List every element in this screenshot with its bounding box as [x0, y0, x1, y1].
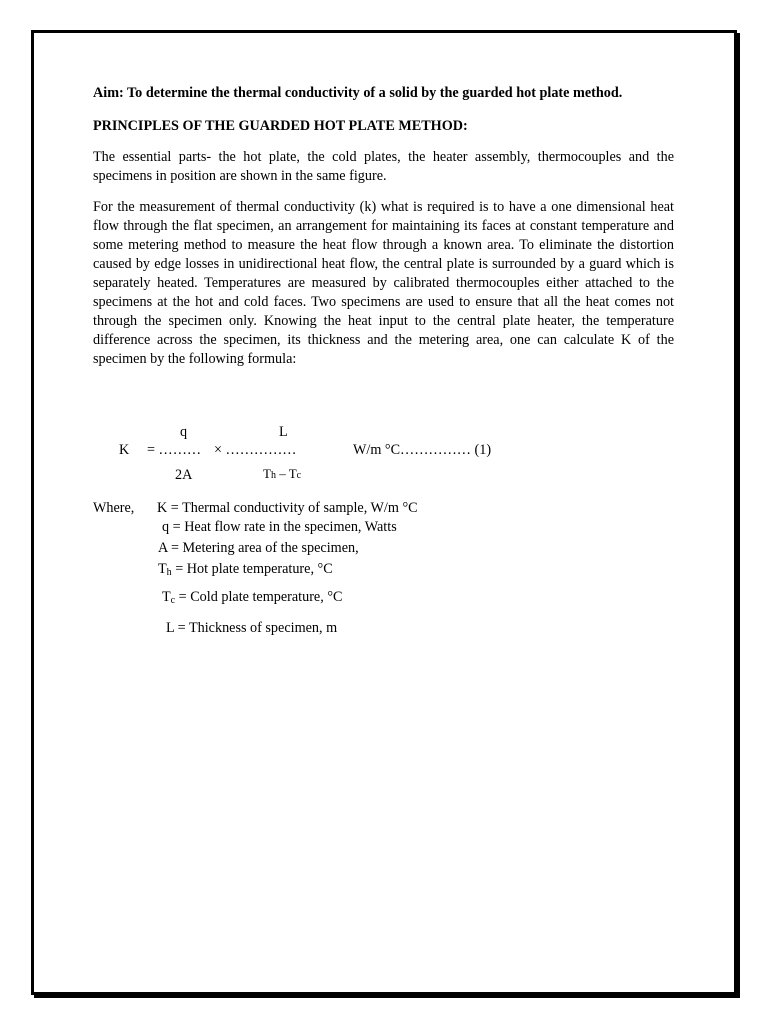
tc-subscript: c — [296, 470, 302, 481]
aim-heading: Aim: To determine the thermal conductivity of a solid by the guarded hot plate method. — [93, 85, 623, 101]
paragraph-essential-parts: The essential parts- the hot plate, the cold plates, the heater assembly, thermocouples and the specimens in position are shown in the same figure. — [93, 149, 674, 184]
definition-th — [158, 561, 333, 578]
formula-times-dots: × …………… — [214, 442, 297, 458]
paragraph-measurement: For the measurement of thermal conductivity (k) what is required is to have a one dimensional heat flow through the flat specimen, an arrangement for maintaining its faces at constant temperature and some metering method to measure the heat flow through a known area. To eliminate the distortion caused by edge losses in unidirectional heat flow, the central plate is surrounded by a guard which is separately heated. Temperatures are measured by calibrated thermocouples either attached to the specimens at the hot and cold faces. Two specimens are used to ensure that all the heat comes not through the specimen only. Knowing the heat input to the central plate heater, the temperature difference across the specimen, its thickness and the metering area, one can calculate K of the specimen by the following formula: — [93, 199, 674, 367]
principles-heading: PRINCIPLES OF THE GUARDED HOT PLATE METHOD: — [93, 118, 468, 134]
formula-denominator-2a: 2A — [175, 467, 193, 483]
definition-a: A = Metering area of the specimen, — [158, 540, 359, 556]
definition-q: q = Heat flow rate in the specimen, Watts — [162, 519, 397, 535]
th-subscript: h — [270, 470, 276, 481]
minus-tc-symbol: – T — [275, 466, 297, 481]
formula-units-equation-number: W/m °C…………… (1) — [353, 442, 492, 458]
formula-lhs-k: K — [119, 442, 130, 458]
th-def-text: = Hot plate temperature, °C — [171, 561, 333, 577]
formula-numerator-l: L — [279, 424, 288, 440]
definition-tc — [162, 589, 342, 606]
tc-def-text: = Cold plate temperature, °C — [175, 589, 343, 605]
tc-def-subscript: c — [170, 595, 176, 606]
document-body — [93, 84, 674, 381]
where-label: Where, — [93, 500, 135, 516]
definition-l: L = Thickness of specimen, m — [166, 620, 338, 636]
th-def-symbol: T — [158, 561, 167, 577]
th-def-subscript: h — [166, 567, 172, 578]
th-symbol: T — [263, 466, 271, 481]
definition-k: K = Thermal conductivity of sample, W/m °C — [157, 500, 418, 516]
formula-numerator-q: q — [180, 424, 188, 440]
tc-def-symbol: T — [162, 589, 171, 605]
formula-equals-dots: = ……… — [147, 442, 202, 458]
